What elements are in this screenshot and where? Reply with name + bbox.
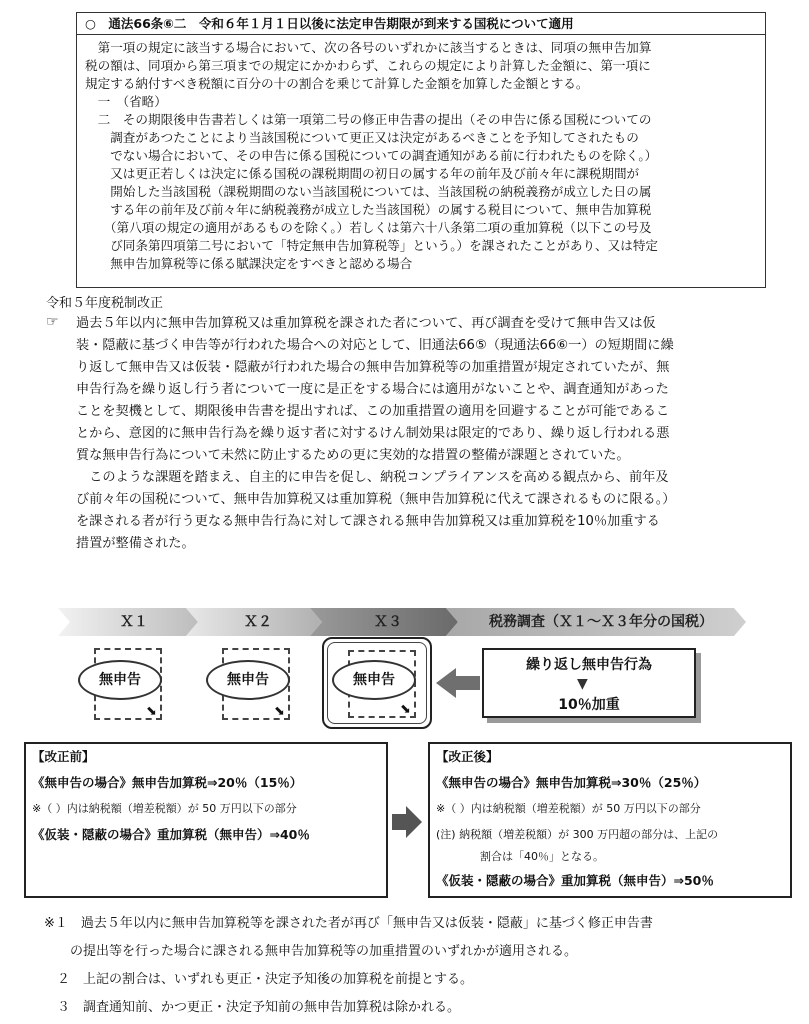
timeline-label-x2: Ｘ２ [244,614,272,630]
law-excerpt-body [85,39,761,273]
law-line: 開始した当該国税（課税期間のない当該国税については、当該国税の納税義務が成立した日の属 [85,184,652,199]
note-line: ※１ 過去５年以内に無申告加算税等を課された者が再び「無申告又は仮装・隠蔽」に基づく修正申告書 [44,916,653,931]
commentary-line: を課される者が行う更なる無申告行為に対して課される無申告加算税又は重加算税を10％加重する [76,514,660,529]
before-no-filing-rate: 《無申告の場合》無申告加算税⇒20％（15％） [32,775,303,790]
note-line: ２ 上記の割合は、いずれも更正・決定予知後の加算税を前提とする。 [44,972,474,987]
law-line: 無申告加算税等に係る賦課決定をすべきと認める場合 [85,256,413,271]
timeline-label-audit: 税務調査（Ｘ１～Ｘ３年分の国税） [489,614,713,630]
commentary-line: り返して無申告又は仮装・隠蔽が行われた場合の無申告加算税等の加重措置が規定されていたが、無 [76,360,670,375]
before-footnote: ※（ ）内は納税額（増差税額）が 50 万円以下の部分 [32,802,297,815]
law-line: 第一項の規定に該当する場合において、次の各号のいずれかに該当するときは、同項の無申告加算 [85,40,652,55]
result-value: 10％加重 [558,697,620,713]
corner-arrow-icon: ⬊ [274,704,285,719]
law-line: （第八項の規定の適用があるものを除く。）若しくは第六十八条第二項の重加算税（以下この号及 [85,220,652,235]
commentary-line: ことを契機として、期限後申告書を提出すれば、この加重措置の適用を回避することが可能であるこ [76,404,670,419]
before-panel [24,742,388,898]
before-heading: 【改正前】 [32,749,95,764]
after-note-cont: 割合は「40％」となる。 [480,850,604,863]
law-line: び同条第四項第二号において「特定無申告加算税等」という。）を課されたことがあり、又は特定 [85,238,659,253]
pointing-hand-icon: ☞ [46,314,59,330]
after-concealment-rate: 《仮装・隠蔽の場合》重加算税（無申告）⇒50％ [436,873,714,888]
corner-arrow-icon: ⬊ [146,704,157,719]
result-title: 繰り返し無申告行為 [526,657,652,673]
law-line: 税の額は、同項から第三項までの規定にかかわらず、これらの規定により計算した金額に、第一項に [85,58,651,73]
timeline-label-x1: Ｘ１ [120,614,148,630]
before-concealment-rate: 《仮装・隠蔽の場合》重加算税（無申告）⇒40％ [32,827,310,842]
law-line: 調査があつたことにより当該国税について更正又は決定があるべきことを予知してされたもの [85,130,639,145]
commentary-line: 措置が整備された。 [76,536,195,551]
law-excerpt-box [76,12,766,288]
commentary-line: このような課題を踏まえ、自主的に申告を促し、納税コンプライアンスを高める観点から、前年及 [76,470,669,485]
section-label: 令和５年度税制改正 [46,296,164,311]
law-line: でない場合において、その申告に係る国税についての調査通知がある前に行われたものを除く。） [85,148,658,163]
down-arrow-icon: ▼ [577,676,588,692]
note-line: ３ 調査通知前、かつ更正・決定予知前の無申告加算税は除かれる。 [44,1000,461,1015]
corner-arrow-icon: ⬊ [400,702,411,717]
law-line: 二 その期限後申告書若しくは第一項第二号の修正申告書の提出（その申告に係る国税についての [85,112,652,127]
no-filing-label: 無申告 [332,660,416,700]
law-line: 規定する納付すべき税額に百分の十の割合を乗じて計算した金額を加算した金額とする。 [85,76,589,91]
commentary-line: 過去５年以内に無申告加算税又は重加算税を課された者について、再び調査を受けて無申告又は仮 [76,316,656,331]
timeline-label-x3: Ｘ３ [374,614,402,630]
after-footnote: ※（ ）内は納税額（増差税額）が 50 万円以下の部分 [436,802,701,815]
commentary-line: とから、意図的に無申告行為を繰り返す者に対するけん制効果は限定的であり、繰り返し行われる悪 [76,426,670,441]
commentary-body [76,313,776,555]
law-line: 又は更正若しくは決定に係る国税の課税期間の初日の属する年の前年及び前々年に課税期間が [85,166,640,181]
after-note: (注) 納税額（増差税額）が 300 万円超の部分は、上記の [436,828,719,841]
note-line: の提出等を行った場合に課される無申告加算税等の加重措置のいずれかが適用される。 [44,944,578,959]
after-panel [428,742,792,898]
after-heading: 【改正後】 [436,749,499,764]
commentary-line: び前々年の国税について、無申告加算税又は重加算税（無申告加算税に代えて課されるものに限る。） [76,492,676,507]
law-excerpt-title: ○ 通法66条⑥二 令和６年１月１日以後に法定申告期限が到来する国税について適用 [77,13,765,35]
right-arrow-icon [392,806,422,838]
commentary-line: 装・隠蔽に基づく申告等が行われた場合への対応として、旧通法66⑤（現通法66⑥一）の短期間に繰 [76,338,674,353]
commentary-line: 申告行為を繰り返し行う者について一度に是正をする場合には適用がないことや、調査通知があった [76,382,669,397]
law-line: 一 （省略） [85,94,167,109]
commentary-line: 質な無申告行為について未然に防止するための更に実効的な措置の整備が課題とされていた。 [76,448,630,463]
law-line: する年の前年及び前々年に納税義務が成立した当該国税）の属する税目について、無申告加算税 [85,202,652,217]
left-arrow-icon [436,668,480,698]
notes [44,910,784,1022]
no-filing-label: 無申告 [78,660,162,700]
after-no-filing-rate: 《無申告の場合》無申告加算税⇒30％（25％） [436,775,707,790]
no-filing-label: 無申告 [206,660,290,700]
